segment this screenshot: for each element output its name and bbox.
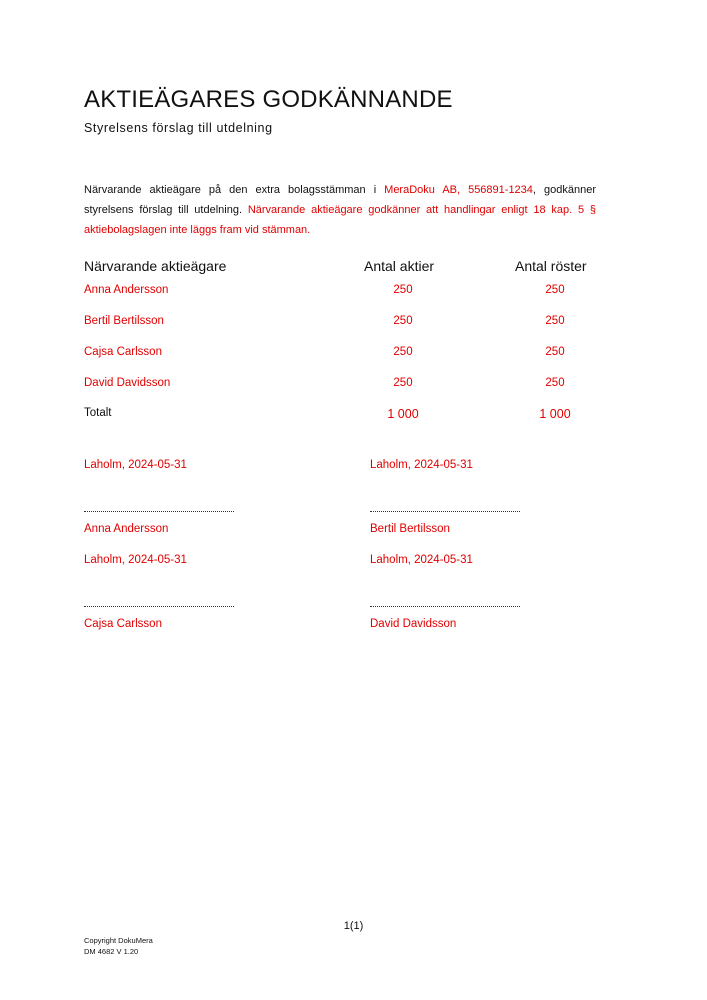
footer-doc-id: DM 4682 V 1.20 <box>84 946 139 956</box>
row-name: Anna Andersson <box>84 284 169 296</box>
intro-paragraph <box>84 180 596 240</box>
signature-place-date: Laholm, 2024-05-31 <box>84 459 187 471</box>
row-shares: 250 <box>393 346 413 358</box>
signature-line <box>370 606 520 607</box>
total-label: Totalt <box>84 407 112 419</box>
row-votes: 250 <box>545 315 565 327</box>
row-name: Bertil Bertilsson <box>84 315 164 327</box>
header-votes: Antal röster <box>515 258 587 274</box>
signatory-name: Cajsa Carlsson <box>84 618 162 630</box>
signature-place-date: Laholm, 2024-05-31 <box>370 459 473 471</box>
document-title: AKTIEÄGARES GODKÄNNANDE <box>84 86 453 113</box>
table-row <box>0 284 707 304</box>
signatory-name: Anna Andersson <box>84 523 169 535</box>
total-votes: 1 000 <box>539 407 571 421</box>
intro-text-3: Närvarande aktieägare godkänner att handlingar enligt 18 kap. 5 § aktiebolagslagen inte läggs fram vid stämman. <box>84 204 596 236</box>
row-votes: 250 <box>545 284 565 296</box>
signature-place-date: Laholm, 2024-05-31 <box>84 554 187 566</box>
row-shares: 250 <box>393 315 413 327</box>
signature-line <box>84 511 234 512</box>
intro-text-2: , godkänner styrelsens förslag till utdelning. <box>84 184 596 216</box>
document-subtitle: Styrelsens förslag till utdelning <box>84 121 273 135</box>
row-shares: 250 <box>393 284 413 296</box>
total-row <box>0 407 707 427</box>
table-row <box>0 315 707 335</box>
total-shares: 1 000 <box>387 407 419 421</box>
row-votes: 250 <box>545 377 565 389</box>
row-votes: 250 <box>545 346 565 358</box>
table-row <box>0 346 707 366</box>
footer <box>84 936 153 957</box>
header-shares: Antal aktier <box>364 258 435 274</box>
signature-line <box>84 606 234 607</box>
intro-text-1: Närvarande aktieägare på den extra bolagsstämman i <box>84 184 385 196</box>
company-name: MeraDoku AB, 556891-1234 <box>384 184 533 196</box>
signature-line <box>370 511 520 512</box>
header-shareholder: Närvarande aktieägare <box>84 258 227 274</box>
table-row <box>0 377 707 397</box>
signature-place-date: Laholm, 2024-05-31 <box>370 554 473 566</box>
signatory-name: Bertil Bertilsson <box>370 523 450 535</box>
row-name: Cajsa Carlsson <box>84 346 162 358</box>
row-shares: 250 <box>393 377 413 389</box>
signatory-name: David Davidsson <box>370 618 457 630</box>
footer-copyright: Copyright DokuMera <box>84 936 153 945</box>
row-name: David Davidsson <box>84 377 171 389</box>
page-number: 1(1) <box>343 920 364 932</box>
